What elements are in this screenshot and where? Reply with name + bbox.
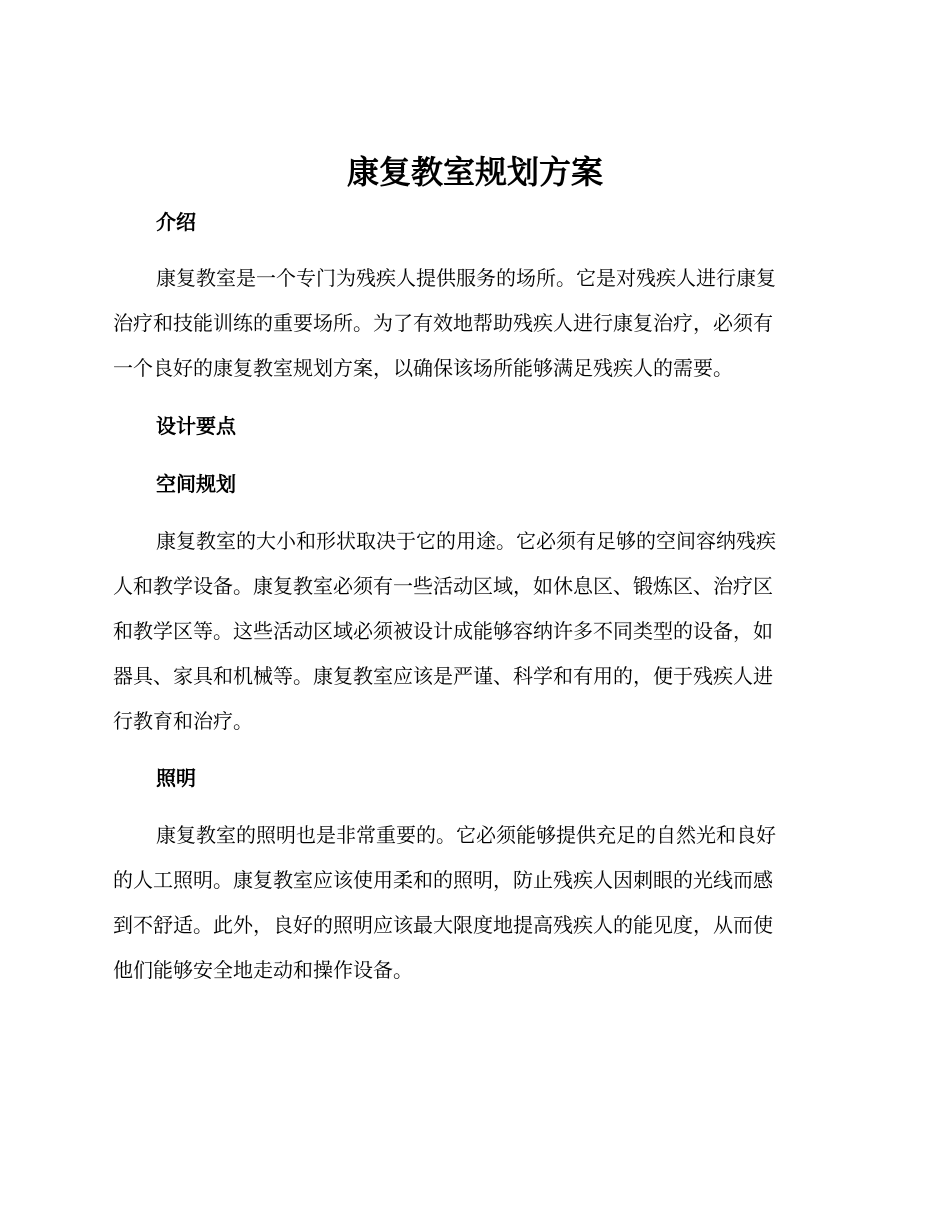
paragraph-line: 康复教室的照明也是非常重要的。它必须能够提供充足的自然光和良好 <box>156 823 776 847</box>
paragraph-line: 康复教室的大小和形状取决于它的用途。它必须有足够的空间容纳残疾 <box>156 529 776 553</box>
paragraph-intro <box>113 256 833 391</box>
paragraph-line: 一个良好的康复教室规划方案，以确保该场所能够满足残疾人的需要。 <box>113 356 733 380</box>
paragraph-line: 康复教室是一个专门为残疾人提供服务的场所。它是对残疾人进行康复 <box>156 266 776 290</box>
section-heading-lighting: 照明 <box>156 766 196 790</box>
paragraph-line: 和教学区等。这些活动区域必须被设计成能够容纳许多不同类型的设备，如 <box>113 619 773 643</box>
paragraph-space <box>113 519 833 744</box>
paragraph-line: 人和教学设备。康复教室必须有一些活动区域，如休息区、锻炼区、治疗区 <box>113 574 773 598</box>
document-title: 康复教室规划方案 <box>346 153 603 191</box>
section-heading-design: 设计要点 <box>156 414 236 438</box>
section-heading-space: 空间规划 <box>156 472 236 496</box>
paragraph-line: 行教育和治疗。 <box>113 709 253 733</box>
paragraph-line: 到不舒适。此外，良好的照明应该最大限度地提高残疾人的能见度，从而使 <box>113 913 773 937</box>
paragraph-line: 治疗和技能训练的重要场所。为了有效地帮助残疾人进行康复治疗，必须有 <box>113 311 773 335</box>
section-heading-intro: 介绍 <box>156 210 196 234</box>
paragraph-line: 器具、家具和机械等。康复教室应该是严谨、科学和有用的，便于残疾人进 <box>113 664 773 688</box>
paragraph-line: 他们能够安全地走动和操作设备。 <box>113 958 413 982</box>
paragraph-line: 的人工照明。康复教室应该使用柔和的照明，防止残疾人因刺眼的光线而感 <box>113 868 773 892</box>
paragraph-lighting <box>113 813 833 993</box>
